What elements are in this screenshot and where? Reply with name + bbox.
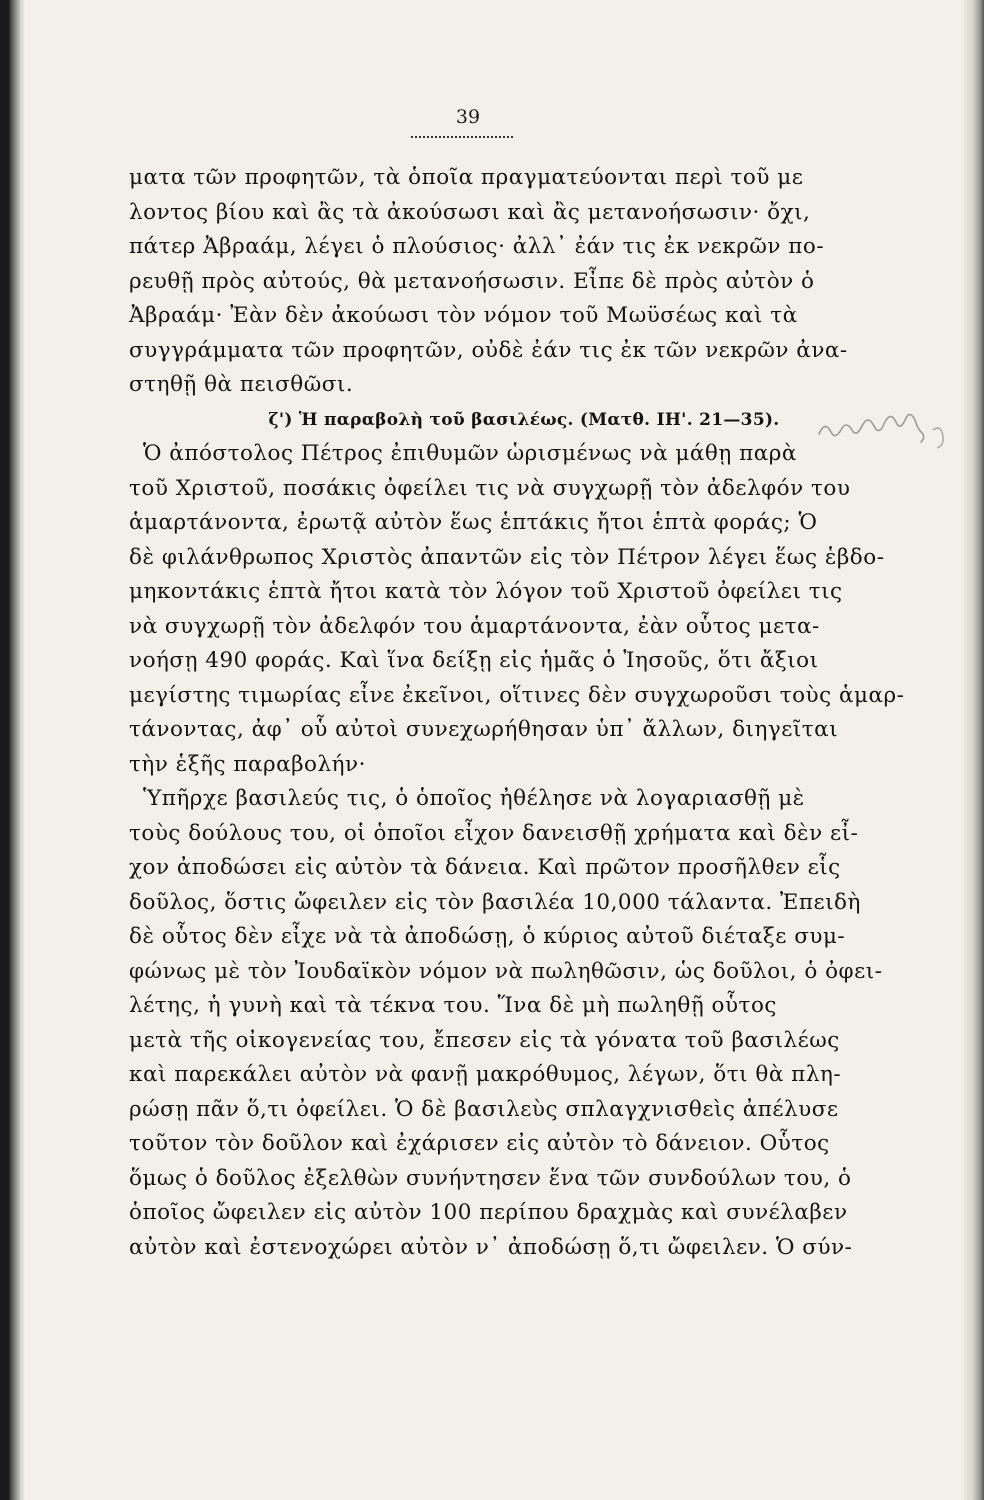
scan-right-edge bbox=[964, 0, 984, 1500]
text-line: ρευθῇ πρὸς αὐτούς, θὰ μετανοήσωσιν. Εἶπε δὲ πρὸς αὐτὸν ὁ bbox=[129, 268, 815, 294]
text-line: ρώσῃ πᾶν ὅ,τι ὀφείλει. Ὁ δὲ βασιλεὺς σπλαγχνισθεὶς ἀπέλυσε bbox=[129, 1096, 839, 1122]
page-gutter-shadow bbox=[9, 0, 25, 1500]
text-line: χον ἀποδώσει εἰς αὐτὸν τὰ δάνεια. Καὶ πρῶτον προσῆλθεν εἷς bbox=[129, 855, 841, 880]
scan-left-edge bbox=[0, 0, 9, 1500]
scribble-drawing bbox=[815, 404, 964, 464]
text-line: τὴν ἑξῆς παραβολήν· bbox=[129, 751, 366, 777]
text-line: μηκοντάκις ἑπτὰ ἤτοι κατὰ τὸν λόγον τοῦ Χριστοῦ ὀφείλει τις bbox=[129, 579, 843, 604]
text-line: συγγράμματα τῶν προφητῶν, οὐδὲ ἐάν τις ἐκ τῶν νεκρῶν ἀνα- bbox=[129, 337, 848, 363]
text-line: μετὰ τῆς οἰκογενείας του, ἔπεσεν εἰς τὰ γόνατα τοῦ βασιλέως bbox=[129, 1027, 840, 1053]
text-line: στηθῇ θὰ πεισθῶσι. bbox=[129, 372, 354, 397]
header-rule bbox=[411, 136, 513, 138]
text-line: τοὺς δούλους του, οἱ ὁποῖοι εἶχον δανεισθῇ χρήματα καὶ δὲν εἶ- bbox=[129, 820, 859, 846]
text-line: τάνοντας, ἀφ᾽ οὗ αὐτοὶ συνεχωρήθησαν ὑπ᾽ ἄλλων, διηγεῖται bbox=[129, 717, 839, 742]
text-line: δὲ οὗτος δὲν εἶχε νὰ τὰ ἀποδώσῃ, ὁ κύριος αὐτοῦ διέταξε συμ- bbox=[129, 924, 846, 949]
text-line: πάτερ Ἀβραάμ, λέγει ὁ πλούσιος· ἀλλ᾽ ἐάν τις ἐκ νεκρῶν πο- bbox=[129, 234, 825, 259]
text-line: μεγίστης τιμωρίας εἶνε ἐκεῖνοι, οἵτινες δὲν συγχωροῦσι τοὺς ἁμαρ- bbox=[129, 682, 905, 708]
text-line: Ὑπῆρχε βασιλεύς τις, ὁ ὁποῖος ἠθέλησε νὰ λογαριασθῇ μὲ bbox=[143, 786, 805, 811]
text-line: φώνως μὲ τὸν Ἰουδαϊκὸν νόμον νὰ πωληθῶσιν, ὡς δοῦλοι, ὁ ὀφει- bbox=[129, 958, 883, 984]
text-line: αὐτὸν καὶ ἐστενοχώρει αὐτὸν ν᾽ ἀποδώσῃ ὅ,τι ὤφειλεν. Ὁ σύν- bbox=[129, 1234, 853, 1260]
section-heading: ζ') Ἡ παραβολὴ τοῦ βασιλέως. (Ματθ. ΙΗ'. 21—35). bbox=[268, 409, 780, 430]
text-line: λέτης, ἡ γυνὴ καὶ τὰ τέκνα του. Ἵνα δὲ μὴ πωληθῇ οὗτος bbox=[129, 993, 777, 1018]
text-line: Ἀβραάμ· Ἐὰν δὲν ἀκούωσι τὸν νόμον τοῦ Μωϋσέως καὶ τὰ bbox=[129, 303, 798, 328]
text-line: λοντος βίου καὶ ἂς τὰ ἀκούσωσι καὶ ἂς μετανοήσωσιν· ὄχι, bbox=[129, 199, 811, 225]
text-line: ἁμαρτάνοντα, ἐρωτᾷ αὐτὸν ἕως ἑπτάκις ἤτοι ἑπτὰ φοράς; Ὁ bbox=[129, 510, 818, 535]
text-line: ματα τῶν προφητῶν, τὰ ὁποῖα πραγματεύονται περὶ τοῦ με bbox=[129, 165, 804, 190]
text-line: Ὁ ἀπόστολος Πέτρος ἐπιθυμῶν ὡρισμένως νὰ μάθῃ παρὰ bbox=[143, 441, 797, 466]
page-number: 39 bbox=[455, 106, 481, 128]
text-line: καὶ παρεκάλει αὐτὸν νὰ φανῇ μακρόθυμος, λέγων, ὅτι θὰ πλη- bbox=[129, 1062, 842, 1087]
text-line: ὁποῖος ὤφειλεν εἰς αὐτὸν 100 περίπου δραχμὰς καὶ συνέλαβεν bbox=[129, 1200, 848, 1225]
text-line: νὰ συγχωρῇ τὸν ἀδελφόν του ἁμαρτάνοντα, ἐὰν οὗτος μετα- bbox=[129, 613, 820, 639]
text-line: δὲ φιλάνθρωπος Χριστὸς ἀπαντῶν εἰς τὸν Πέτρον λέγει ἕως ἑβδο- bbox=[129, 544, 885, 570]
handwritten-margin-scribble bbox=[815, 404, 964, 464]
text-line: τοῦτον τὸν δοῦλον καὶ ἐχάρισεν εἰς αὐτὸν τὸ δάνειον. Οὗτος bbox=[129, 1131, 830, 1156]
body-text bbox=[129, 161, 905, 1265]
text-line: δοῦλος, ὅστις ὤφειλεν εἰς τὸν βασιλέα 10,000 τάλαντα. Ἐπειδὴ bbox=[129, 889, 861, 915]
book-page bbox=[9, 0, 964, 1500]
text-line: τοῦ Χριστοῦ, ποσάκις ὀφείλει τις νὰ συγχωρῇ τὸν ἀδελφόν του bbox=[129, 475, 851, 501]
text-line: ὅμως ὁ δοῦλος ἐξελθὼν συνήντησεν ἕνα τῶν συνδούλων του, ὁ bbox=[129, 1165, 852, 1191]
text-line: νοήσῃ 490 φοράς. Καὶ ἵνα δείξῃ εἰς ἡμᾶς ὁ Ἰησοῦς, ὅτι ἄξιοι bbox=[129, 648, 819, 673]
